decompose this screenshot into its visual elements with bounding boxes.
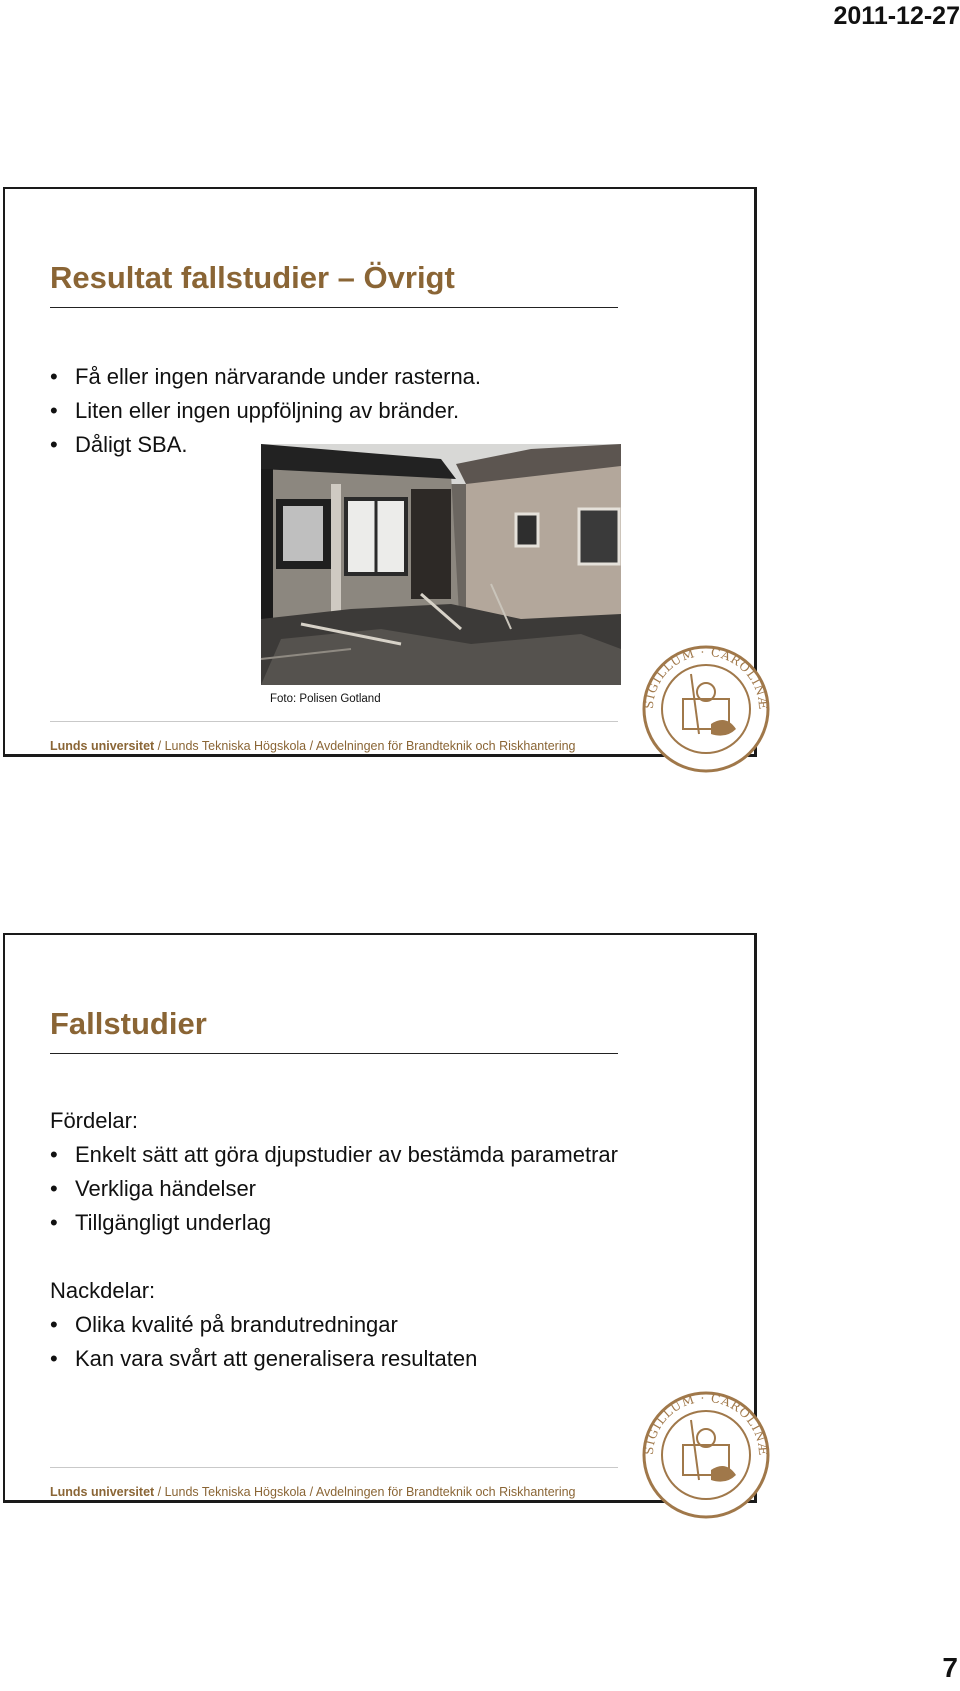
document-date: 2011-12-27 (833, 2, 960, 30)
advantages-label: Fördelar: (50, 1108, 139, 1133)
bullet-item: • Liten eller ingen uppföljning av bränder. (50, 394, 481, 428)
bullet-item: • Olika kvalité på brandutredningar (50, 1308, 477, 1342)
svg-text:SIGILLUM · CAROLINÆ: SIGILLUM · CAROLINÆ (641, 644, 771, 711)
bullet-item: • Enkelt sätt att göra djupstudier av bestämda parametrar (50, 1138, 618, 1172)
footer-divider (50, 1467, 618, 1468)
university-seal-logo (641, 644, 771, 774)
slide-title: Resultat fallstudier – Övrigt (50, 260, 455, 295)
advantages-list (50, 1138, 618, 1240)
title-divider (50, 307, 618, 308)
svg-text:SIGILLUM · CAROLINÆ: SIGILLUM · CAROLINÆ (641, 1390, 771, 1457)
bullet-item: • Dåligt SBA. (50, 428, 481, 462)
fire-damage-photo (261, 444, 621, 685)
bullet-item: • Tillgängligt underlag (50, 1206, 618, 1240)
photo-caption: Foto: Polisen Gotland (270, 693, 381, 705)
page-number: 7 (942, 1652, 958, 1683)
slide-resultat-ovrigt (3, 187, 771, 757)
university-seal-logo (641, 1390, 771, 1520)
footer-university: Lunds universitet (50, 739, 155, 753)
disadvantages-label: Nackdelar: (50, 1278, 156, 1303)
bullet-item: • Få eller ingen närvarande under rasterna. (50, 360, 481, 394)
slide-footer (50, 1485, 576, 1499)
bullet-item: • Verkliga händelser (50, 1172, 618, 1206)
footer-path: / Lunds Tekniska Högskola / Avdelningen för Brandteknik och Riskhantering (154, 1485, 576, 1499)
footer-divider (50, 721, 618, 722)
footer-path: / Lunds Tekniska Högskola / Avdelningen för Brandteknik och Riskhantering (154, 739, 576, 753)
disadvantages-list (50, 1308, 477, 1376)
bullet-item: • Kan vara svårt att generalisera resultaten (50, 1342, 477, 1376)
footer-university: Lunds universitet (50, 1485, 155, 1499)
slide-title: Fallstudier (50, 1006, 207, 1041)
title-divider (50, 1053, 618, 1054)
slide-footer (50, 739, 576, 753)
slide-fallstudier (3, 933, 771, 1503)
